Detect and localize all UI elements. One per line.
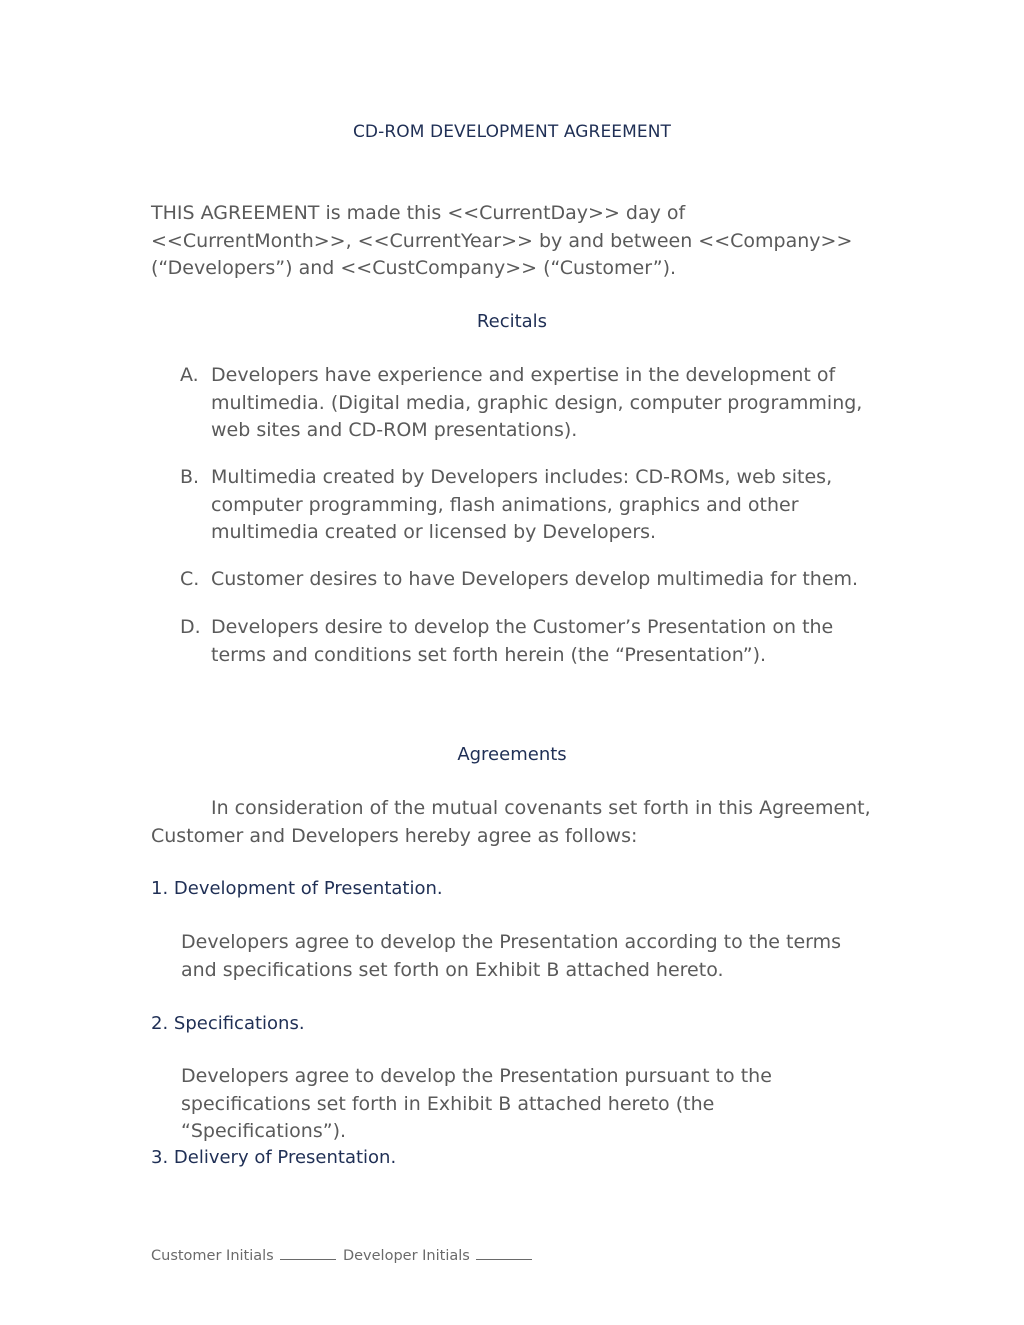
recital-text: Multimedia created by Developers includes: CD-ROMs, web sites, computer programming, flash animations, graphics and other multimedia created or licensed by Developers. xyxy=(211,466,833,543)
developer-initials-blank xyxy=(476,1245,532,1260)
section-title: 3. Delivery of Presentation. xyxy=(151,1147,397,1168)
initials-footer xyxy=(151,1245,534,1264)
section-body: Developers agree to develop the Presentation pursuant to the specifications set forth in Exhibit B attached hereto (the “Specifications”). xyxy=(181,1065,772,1142)
developer-initials-label: Developer Initials xyxy=(342,1248,470,1264)
recital-text: Developers desire to develop the Customer’s Presentation on the terms and conditions set forth herein (the “Presentation”). xyxy=(211,616,834,666)
recital-item xyxy=(180,362,880,445)
recital-item xyxy=(180,614,880,669)
recital-text: Customer desires to have Developers develop multimedia for them. xyxy=(211,568,859,590)
recitals-heading: Recitals xyxy=(476,311,548,332)
customer-initials-label: Customer Initials xyxy=(151,1248,274,1264)
recital-item xyxy=(180,566,880,594)
recital-letter: A. xyxy=(180,364,199,386)
section-body: Developers agree to develop the Presentation according to the terms and specifications set forth on Exhibit B attached hereto. xyxy=(181,931,842,981)
recital-text: Developers have experience and expertise in the development of multimedia. (Digital media, graphic design, computer programming, web sites and CD-ROM presentations). xyxy=(211,364,863,441)
agreements-heading: Agreements xyxy=(457,744,567,765)
recital-letter: D. xyxy=(180,616,201,638)
intro-paragraph: THIS AGREEMENT is made this <<CurrentDay>> day of <<CurrentMonth>>, <<CurrentYear>> by and between <<Company>> (“Developers”) and <<CustCompany>> (“Customer”). xyxy=(151,202,853,279)
customer-initials-blank xyxy=(280,1245,336,1260)
recital-letter: C. xyxy=(180,568,200,590)
agreements-intro: In consideration of the mutual covenants set forth in this Agreement, Customer and Developers hereby agree as follows: xyxy=(151,797,871,847)
section-title: 2. Specifications. xyxy=(151,1013,305,1034)
recital-letter: B. xyxy=(180,466,200,488)
section-title: 1. Development of Presentation. xyxy=(151,878,443,899)
recital-item xyxy=(180,464,880,547)
document-title: CD-ROM DEVELOPMENT AGREEMENT xyxy=(352,122,672,142)
